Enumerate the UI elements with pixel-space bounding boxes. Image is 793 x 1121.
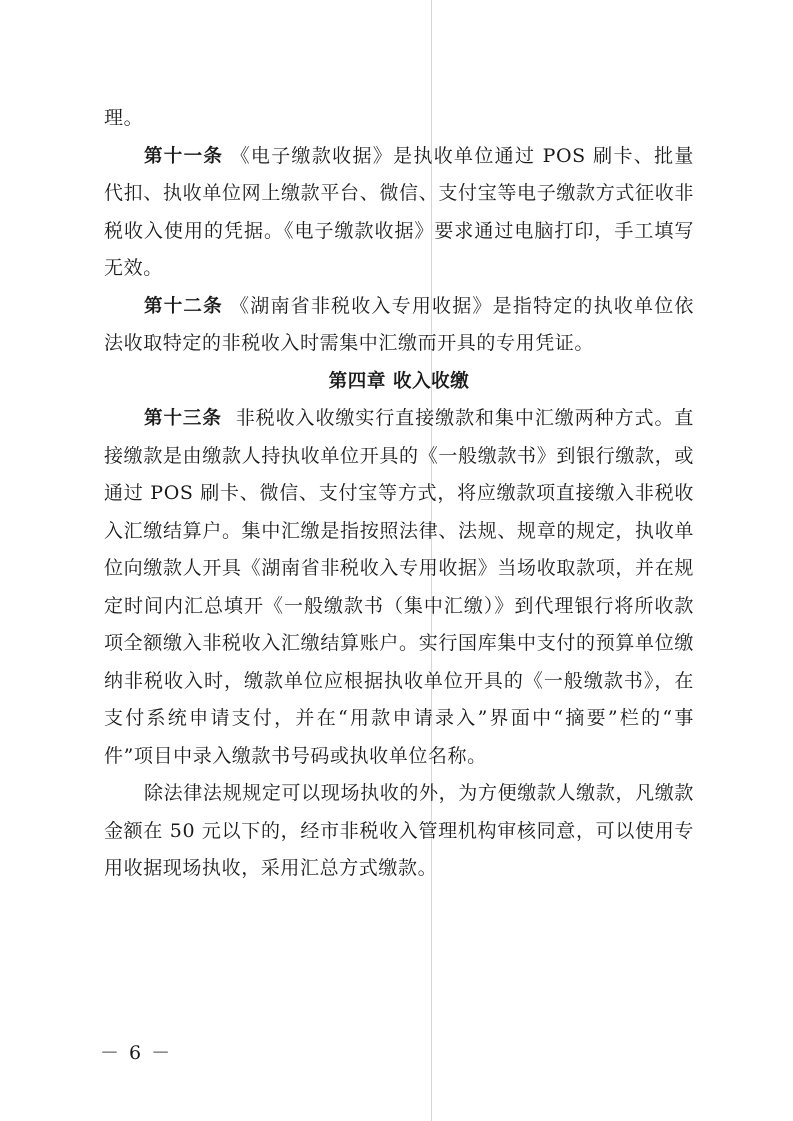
article-11-gap [223, 145, 230, 167]
article-13-heading: 第十三条 [144, 408, 222, 429]
final-paragraph [104, 775, 694, 888]
article-12-gap [223, 295, 230, 317]
article-13-text: 非税收入收缴实行直接缴款和集中汇缴两种方式。直接缴款是由缴款人持执收单位开具的《一般缴款书》到银行缴款，或通过 POS 刷卡、微信、支付宝等方式，将应缴款项直接缴入非税收入汇缴结算户。集中汇缴是指按照法律、法规、规章的规定，执收单位向缴款人开具《湖南省非税收入专用收据》当场收取款项，并在规定时间内汇总填开《一般缴款书（集中汇缴）》到代理银行将所收款项全额缴入非税收入汇缴结算账户。实行国库集中支付的预算单位缴纳非税收入时，缴款单位应根据执收单位开具的《一般缴款书》，在支付系统申请支付，并在“用款申请录入”界面中“摘要”栏的“事件”项目中录入缴款书号码或执收单位名称。 [104, 407, 694, 767]
article-11-text: 《电子缴款收据》是执收单位通过 POS 刷卡、批量代扣、执收单位网上缴款平台、微信、支付宝等电子缴款方式征收非税收入使用的凭据。《电子缴款收据》要求通过电脑打印，手工填写无效。 [104, 144, 694, 279]
final-paragraph-text: 除法律法规规定可以现场执收的外，为方便缴款人缴款，凡缴款金额在 50 元以下的，经市非税收入管理机构审核同意，可以使用专用收据现场执收，采用汇总方式缴款。 [104, 782, 694, 879]
article-11 [104, 138, 694, 288]
article-13 [104, 400, 694, 775]
chapter-4-title: 第四章 收入收缴 [328, 370, 470, 392]
article-12 [104, 288, 694, 363]
continuation-paragraph [104, 100, 694, 138]
article-12-heading: 第十二条 [144, 295, 223, 317]
document-body [104, 100, 694, 888]
page-number: － 6 － [100, 1042, 173, 1064]
article-12-text: 《湖南省非税收入专用收据》是指特定的执收单位依法收取特定的非税收入时需集中汇缴而开具的专用凭证。 [104, 294, 694, 354]
article-11-heading: 第十一条 [144, 145, 224, 167]
continuation-text: 理。 [104, 107, 144, 129]
article-13-gap [222, 407, 236, 429]
